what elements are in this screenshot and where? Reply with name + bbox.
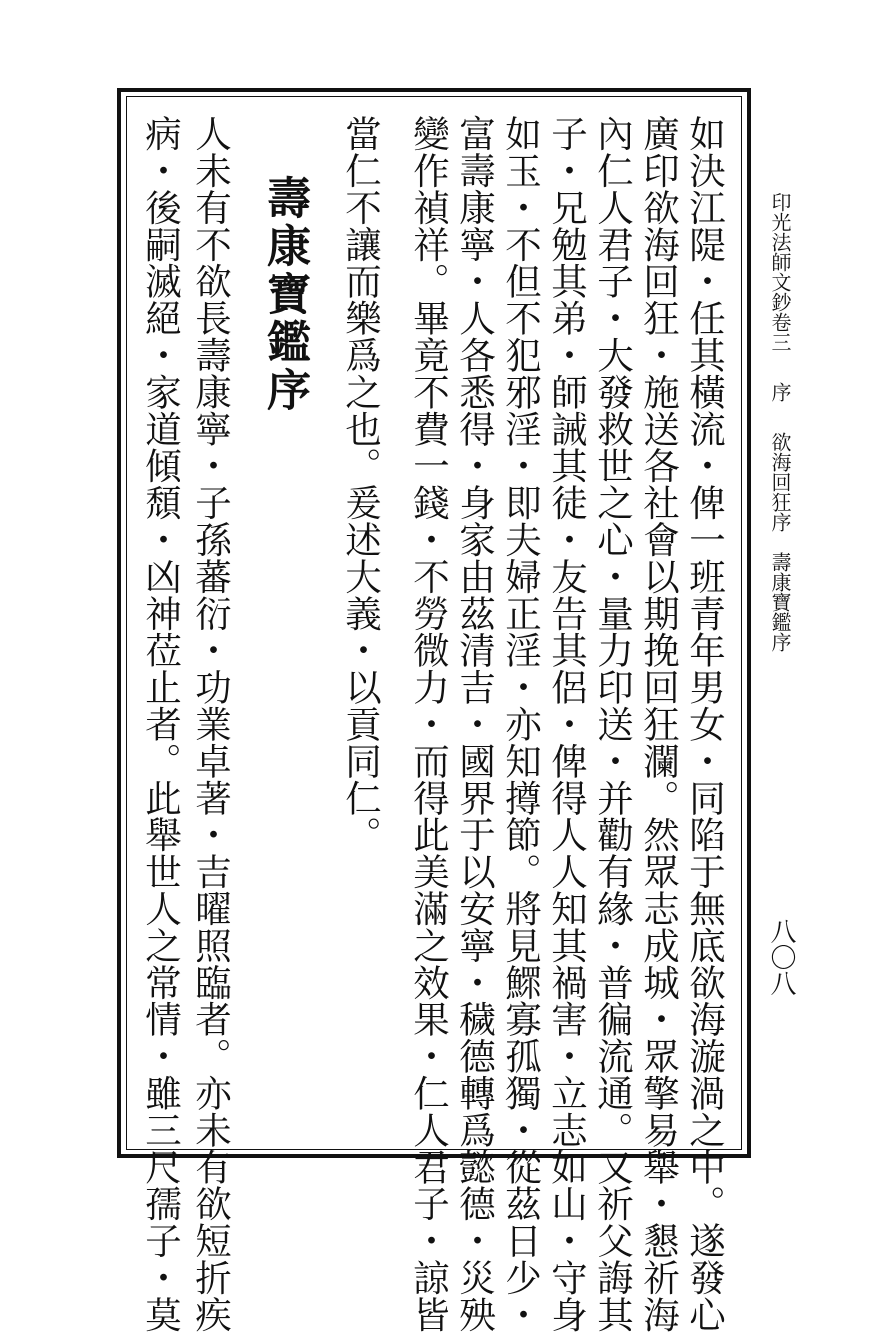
- text-column-5: 如玉・不但不犯邪淫・即夫婦正淫・亦知撙節。將見鰥寡孤獨・從茲日少・: [499, 115, 543, 1333]
- text-column-2: 廣印欲海回狂・施送各社會以期挽回狂瀾。然眾志成城・眾擎易舉・懇祈海: [637, 115, 681, 1333]
- text-column-1: 如決江隄・任其橫流・俾一班青年男女・同陷于無底欲海漩渦之中。遂發心: [683, 115, 727, 1333]
- page-number: 八〇八: [766, 918, 796, 996]
- text-column-3: 內仁人君子・大發救世之心・量力印送・并勸有緣・普徧流通。又祈父誨其: [591, 115, 635, 1333]
- text-column-10: 病・後嗣滅絕・家道傾頹・凶神莅止者。此舉世人之常情・雖三尺孺子・莫: [139, 115, 183, 1333]
- text-column-4: 子・兄勉其弟・師誡其徒・友告其侶・俾得人人知其禍害・立志如山・守身: [545, 115, 589, 1333]
- text-column-7: 變作禎祥。畢竟不費一錢・不勞微力・而得此美滿之效果・仁人君子・諒皆: [407, 115, 451, 1333]
- header-book-title: 印光法師文鈔卷三: [768, 192, 792, 352]
- text-column-9: 人未有不欲長壽康寧・子孫蕃衍・功業卓著・吉曜照臨者。亦未有欲短折疾: [189, 115, 233, 1333]
- text-column-8: 當仁不讓而樂爲之也。爰述大義・以貢同仁。: [339, 115, 383, 853]
- header-items: 欲海回狂序 壽康寶鑑序: [768, 432, 792, 652]
- header-section: 序: [768, 382, 792, 402]
- running-header: [770, 192, 790, 652]
- text-column-6: 富壽康寧・人各悉得・身家由茲清吉・國界于以安寧・穢德轉爲懿德・災殃: [453, 115, 497, 1333]
- section-title: 壽康寶鑑序: [259, 175, 310, 415]
